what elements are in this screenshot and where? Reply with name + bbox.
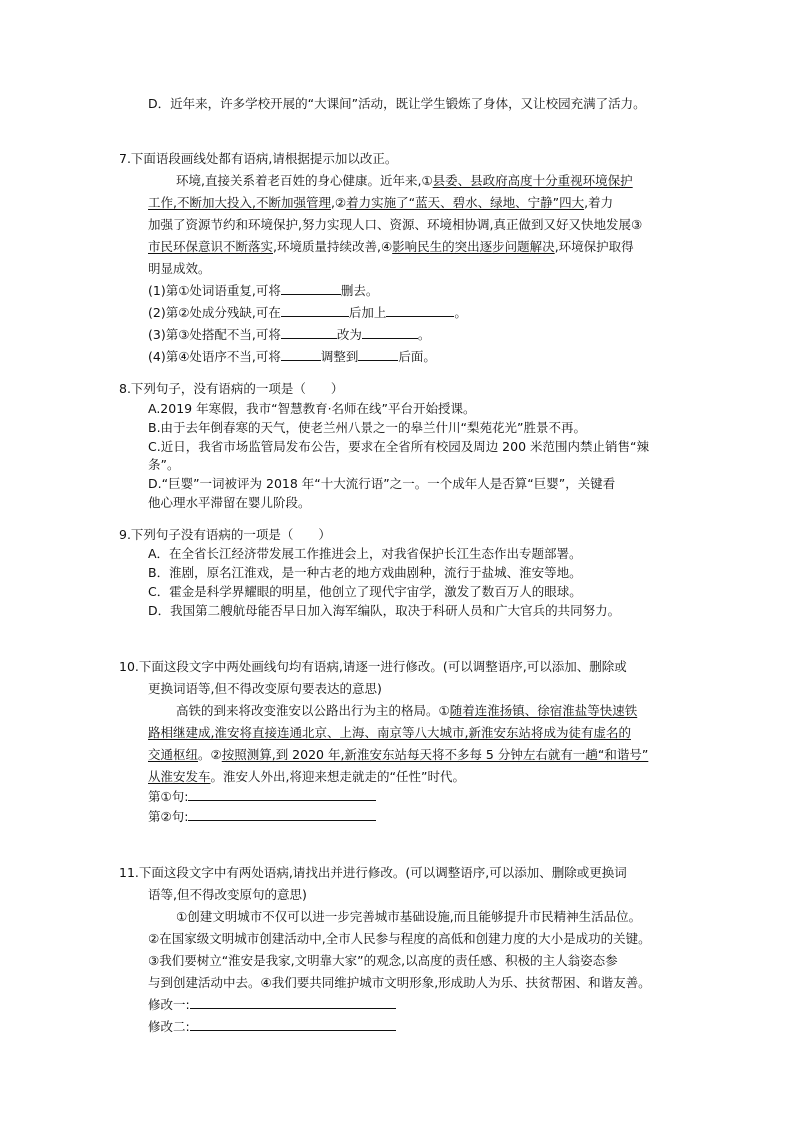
q7-passage-line2 — [148, 194, 613, 212]
q7-subq-text: (4)第④处语序不当,可将 — [148, 349, 281, 364]
q8-option-c-line1: C.近日，我省市场监管局发布公告，要求在全省所有校园及周边 200 米范围内禁止销售“辣 — [148, 439, 649, 454]
answer-blank[interactable] — [188, 788, 376, 801]
q10-stem-line2: 更换词语等,但不得改变原句要表达的意思) — [148, 681, 382, 696]
q7-subq-text: (1)第①处词语重复,可将 — [148, 283, 281, 298]
answer-blank[interactable] — [362, 326, 418, 339]
q7-subq-3 — [148, 326, 430, 344]
q7-subq-1 — [148, 282, 378, 300]
q7-subq-text: 。 — [454, 305, 467, 320]
q7-underlined-4: 影响民生的突出逐步问题解决 — [392, 239, 555, 254]
q7-text: ,环境质量持续改善,④ — [273, 239, 393, 254]
q7-underlined-2: 着力实施了“蓝天、碧水、绿地、宁静”四大 — [346, 195, 585, 210]
q11-passage-line4: 与到创建活动中去。④我们要共同维护城市文明形象,形成助人为乐、扶贫帮困、和谐友善。 — [148, 975, 651, 990]
q7-subq-text: (2)第②处成分残缺,可在 — [148, 305, 281, 320]
q10-underlined-2b: 从淮安发车 — [148, 769, 211, 784]
q7-subq-text: 后加上 — [348, 305, 387, 320]
q10-passage-line3 — [148, 746, 648, 764]
q11-stem-line2: 语等,但不得改变原句的意思) — [148, 887, 307, 902]
q10-text: 高铁的到来将改变淮安以公路出行为主的格局。① — [176, 703, 450, 718]
q8-option-c-line2: 条”。 — [148, 457, 180, 472]
q10-text: 。淮安人外出,将迎来想走就走的“任性”时代。 — [210, 769, 465, 784]
answer-blank[interactable] — [190, 1018, 396, 1031]
q8-option-d-line1: D.“巨婴”一词被评为 2018 年“十大流行语”之一。一个成年人是否算“巨婴”，关键看 — [148, 476, 616, 491]
q9-option-c: C．霍金是科学界耀眼的明星，他创立了现代宇宙学，激发了数百万人的眼球。 — [148, 584, 582, 599]
q7-underlined-1: 县委、县政府高度十分重视环境保护 — [432, 173, 633, 188]
q7-passage-line5: 明显成效。 — [148, 261, 211, 276]
q7-passage-line4 — [148, 238, 634, 256]
q11-answer-2 — [148, 1018, 396, 1036]
q11-passage-line3: ③我们要树立“淮安是我家,文明靠大家”的观念,以高度的责任感、积极的主人翁姿态参 — [148, 953, 618, 968]
q9-option-a: A．在全省长江经济带发展工作推进会上，对我省保护长江生态作出专题部署。 — [148, 546, 582, 561]
q10-text: 。② — [198, 747, 222, 762]
q10-underlined-1b: 路相继建成,淮安将直接连通北京、上海、南京等八大城市,新淮安东站将成为徒有虚名的 — [148, 725, 631, 740]
q10-answer-label: 第①句: — [148, 789, 189, 804]
q7-passage-line1 — [176, 172, 633, 190]
q11-answer-label: 修改二: — [148, 1019, 190, 1034]
q7-underlined-1b: 工作,不断加大投入,不断加强管理 — [148, 195, 331, 210]
q6-option-d: D．近年来，许多学校开展的“大课间”活动，既让学生锻炼了身体，又让校园充满了活力。 — [148, 96, 646, 111]
q11-passage-line2: ②在国家级文明城市创建活动中,全市人民参与程度的高低和创建力度的大小是成功的关键。 — [148, 931, 651, 946]
answer-blank[interactable] — [281, 304, 349, 317]
q10-underlined-2: 按照测算,到 2020 年,新淮安东站每天将不多每 5 分钟左右就有一趟“和谐号” — [221, 747, 649, 762]
answer-blank[interactable] — [281, 282, 341, 295]
q7-subq-text: 调整到 — [320, 349, 359, 364]
q8-option-d-line2: 他心理水平滞留在婴儿阶段。 — [148, 495, 311, 510]
q7-text: ,环境保护取得 — [554, 239, 634, 254]
answer-blank[interactable] — [188, 808, 376, 821]
q7-underlined-3: 市民环保意识不断落实 — [148, 239, 274, 254]
q10-answer-label: 第②句: — [148, 809, 189, 824]
q7-subq-text: 删去。 — [340, 283, 379, 298]
answer-blank[interactable] — [190, 996, 396, 1009]
q7-subq-2 — [148, 304, 467, 322]
q11-answer-1 — [148, 996, 396, 1014]
q11-passage-line1: ①创建文明城市不仅可以进一步完善城市基础设施,而且能够提升市民精神生活品位。 — [176, 909, 642, 924]
answer-blank[interactable] — [281, 326, 337, 339]
answer-blank[interactable] — [358, 348, 398, 361]
q10-underlined-1c: 交通枢纽 — [148, 747, 199, 762]
q7-text: ,② — [330, 195, 347, 210]
q7-text: 环境,直接关系着老百姓的身心健康。近年来,① — [176, 173, 433, 188]
q9-option-d: D．我国第二艘航母能否早日加入海军编队，取决于科研人员和广大官兵的共同努力。 — [148, 603, 621, 618]
q8-option-a: A.2019 年寒假，我市“智慧教育·名师在线”平台开始授课。 — [148, 401, 476, 416]
q10-passage-line4 — [148, 768, 465, 786]
q9-stem: 9.下列句子没有语病的一项是（ ） — [119, 527, 331, 542]
q10-underlined-1: 随着连淮扬镇、徐宿淮盐等快速铁 — [449, 703, 638, 718]
q7-passage-line3: 加强了资源节约和环境保护,努力实现人口、资源、环境相协调,真正做到又好又快地发展③ — [148, 217, 643, 232]
q10-passage-line1 — [176, 702, 637, 720]
q7-stem: 7.下面语段画线处都有语病,请根据提示加以改正。 — [119, 151, 398, 166]
q7-subq-text: 。 — [417, 327, 431, 342]
q11-stem-line1: 11.下面这段文字中有两处语病,请找出并进行修改。(可以调整语序,可以添加、删除或更换词 — [119, 865, 627, 880]
q10-stem-line1: 10.下面这段文字中两处画线句均有语病,请逐一进行修改。(可以调整语序,可以添加、删除或 — [119, 659, 627, 674]
q9-option-b: B．淮剧，原名江淮戏，是一种古老的地方戏曲剧种，流行于盐城、淮安等地。 — [148, 565, 582, 580]
answer-blank[interactable] — [386, 304, 454, 317]
q10-passage-line2 — [148, 724, 631, 742]
q8-option-b: B.由于去年倒春寒的天气，使老兰州八景之一的皋兰什川“梨苑花光”胜景不再。 — [148, 420, 587, 435]
q7-subq-text: (3)第③处搭配不当,可将 — [148, 327, 281, 342]
q7-subq-4 — [148, 348, 436, 366]
answer-blank[interactable] — [281, 348, 321, 361]
q7-subq-text: 改为 — [336, 327, 362, 342]
q7-text: ,着力 — [584, 195, 614, 210]
q11-answer-label: 修改一: — [148, 997, 190, 1012]
q8-stem: 8.下列句子，没有语病的一项是（ ） — [119, 381, 344, 396]
q10-answer-1 — [148, 788, 376, 806]
q7-subq-text: 后面。 — [398, 349, 436, 364]
q10-answer-2 — [148, 808, 376, 826]
